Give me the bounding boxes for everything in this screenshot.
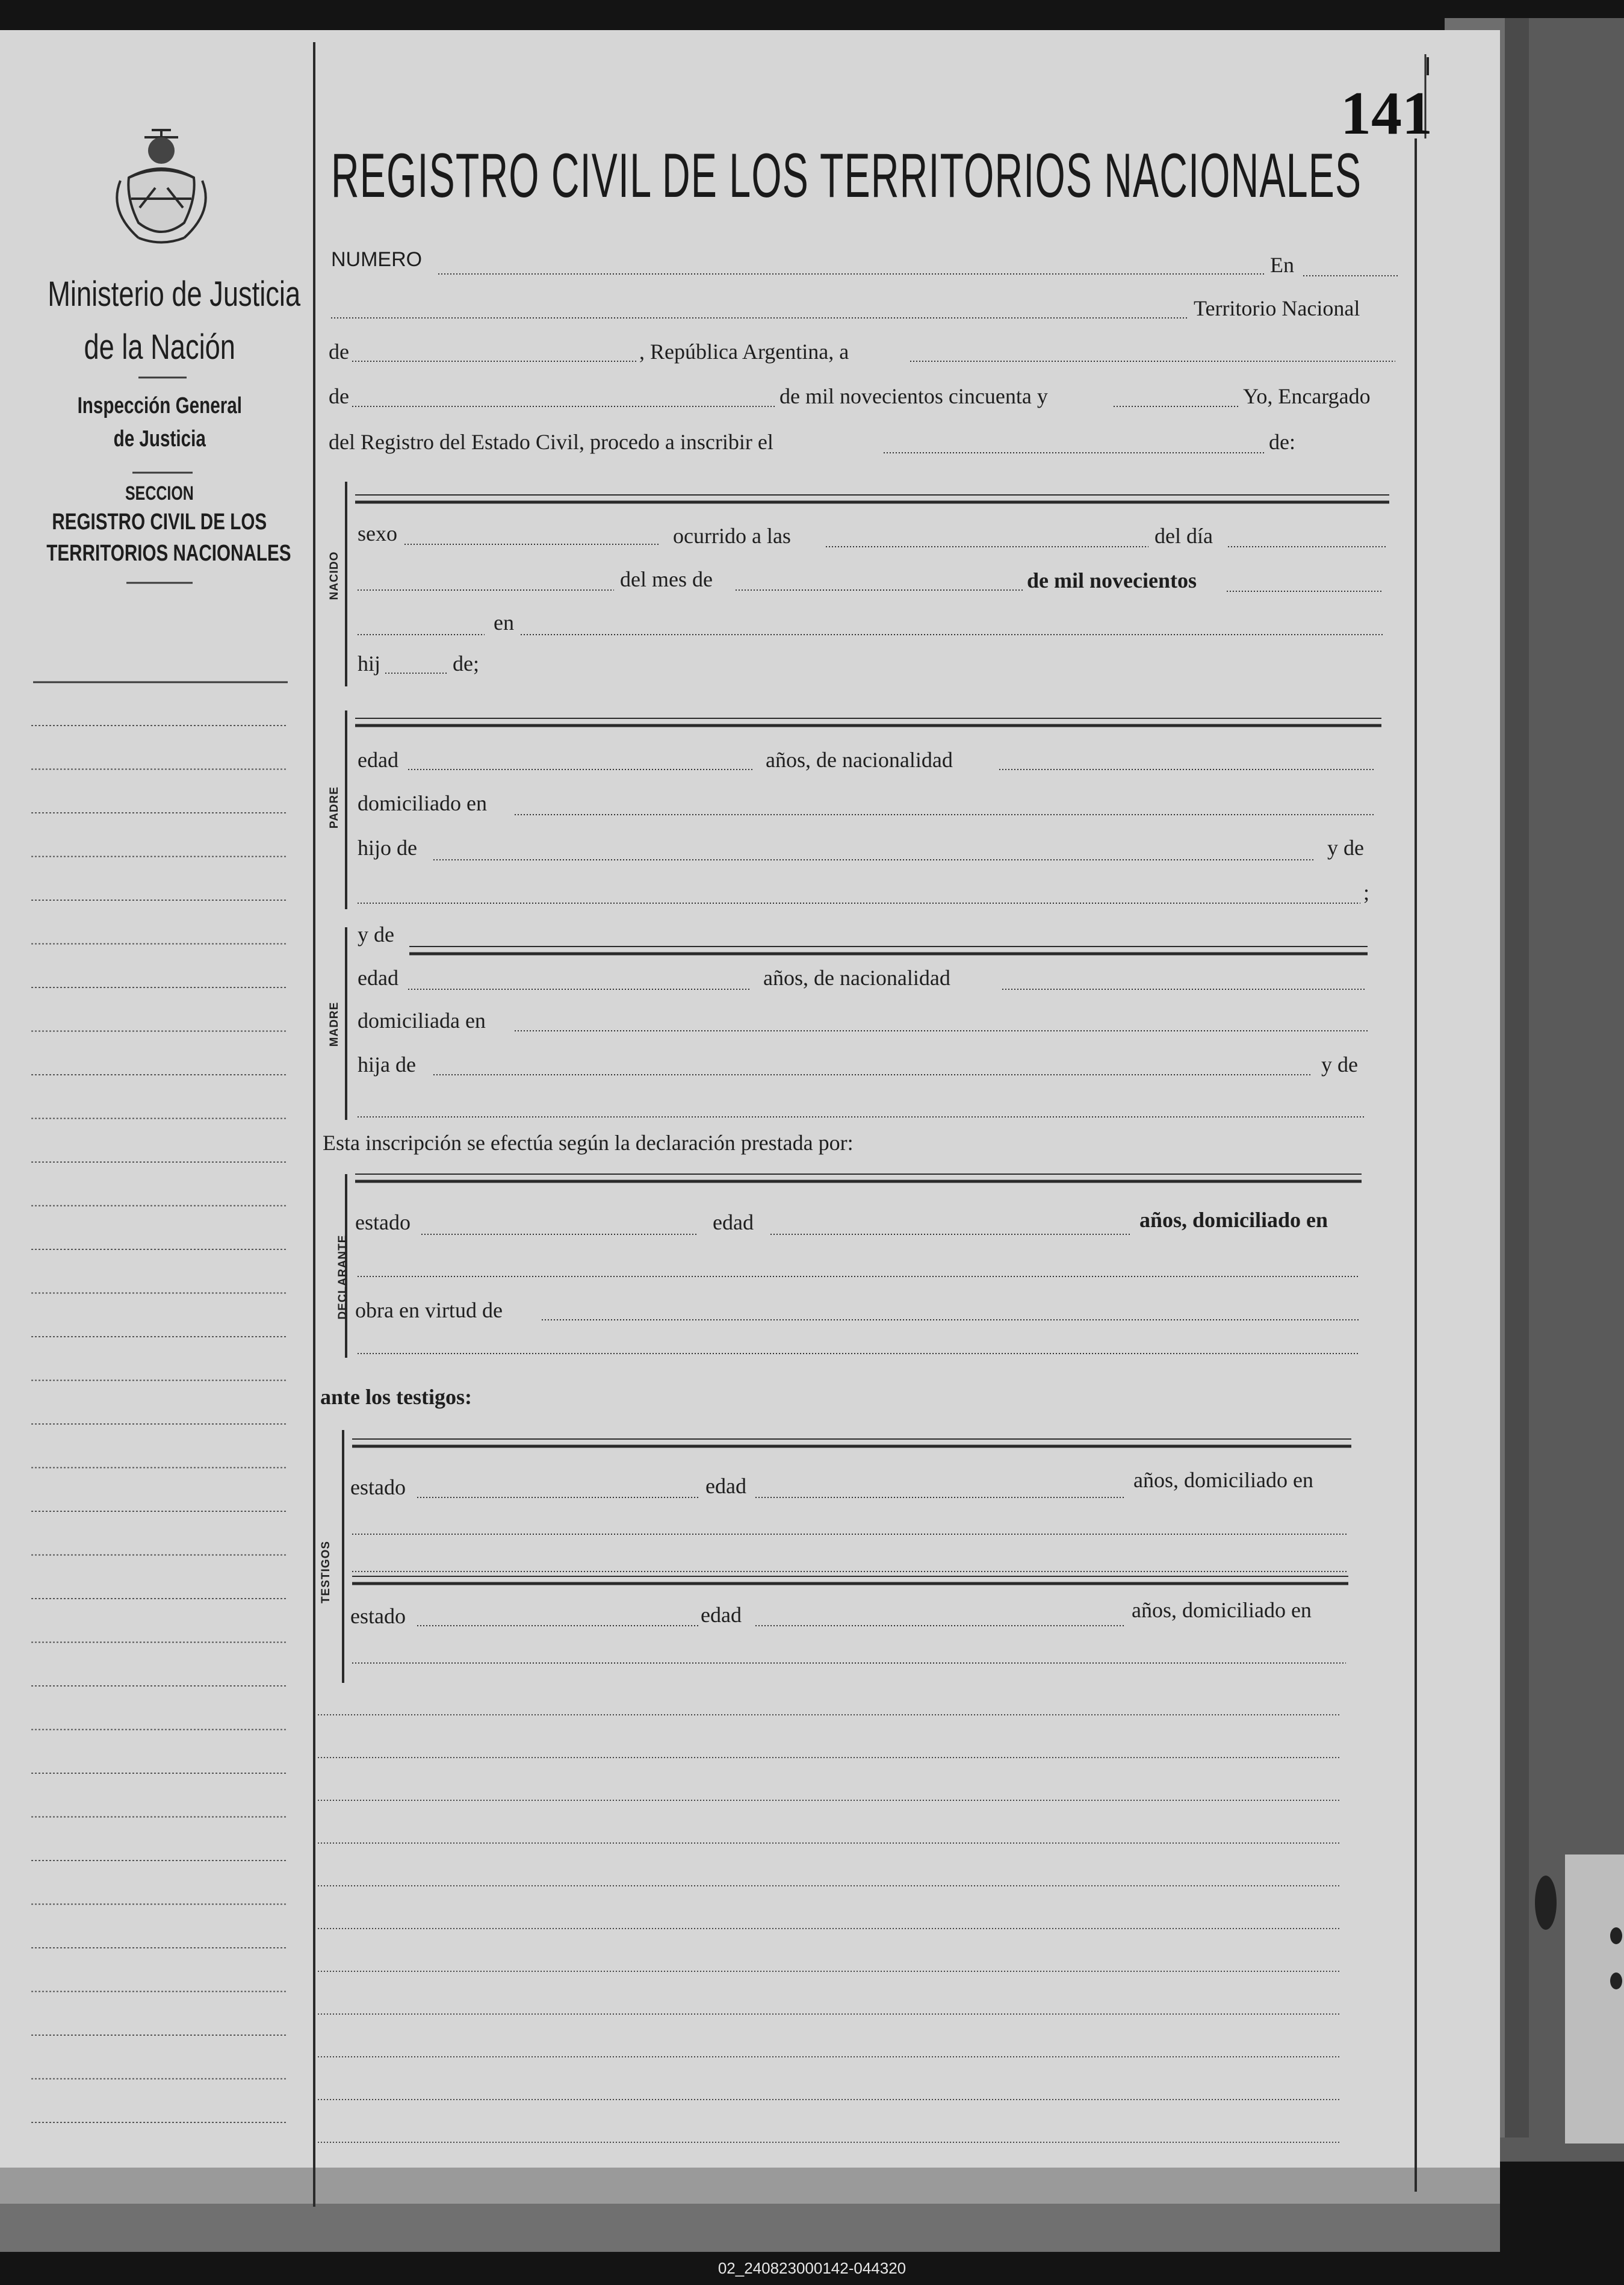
ministry-line2: de la Nación: [84, 328, 235, 367]
de-semi-label: de;: [453, 651, 479, 676]
section-line2: TERRITORIOS NACIONALES: [46, 541, 291, 566]
de1-label: de: [329, 340, 349, 364]
madre-section-label: MADRE: [328, 1001, 341, 1047]
del-dia-label: del día: [1154, 524, 1213, 548]
padre-anos-nac-label: años, de nacionalidad: [766, 748, 953, 772]
hija-de-label: hija de: [358, 1052, 416, 1077]
hij-label: hij: [358, 651, 381, 676]
nacido-section-label: NACIDO: [328, 551, 341, 600]
declarante-edad-label: edad: [713, 1210, 754, 1234]
page-title: REGISTRO CIVIL DE LOS TERRITORIOS NACIONALES: [331, 141, 1362, 211]
ocurrido-label: ocurrido a las: [673, 524, 791, 548]
declarante-anos-dom-label: años, domiciliado en: [1139, 1208, 1328, 1232]
padre-edad-label: edad: [358, 748, 398, 772]
obra-label: obra en virtud de: [355, 1298, 503, 1322]
ministry-line2-wrap: [12, 330, 307, 365]
madre-y-de-label: y de: [1321, 1052, 1358, 1077]
en-lugar-label: en: [494, 611, 514, 635]
en-label: En: [1270, 253, 1294, 277]
ministry-line1-wrap: [12, 277, 307, 312]
de2-label: de: [329, 384, 349, 408]
declarante-estado-label: estado: [355, 1210, 411, 1234]
madre-domiciliada-label: domiciliada en: [358, 1009, 486, 1033]
mil-cincuenta-label: de mil novecientos cincuenta y: [779, 384, 1048, 408]
territorio-label: Territorio Nacional: [1194, 296, 1360, 320]
testigo2-edad-label: edad: [701, 1603, 742, 1627]
padre-semicolon: ;: [1363, 880, 1370, 904]
page-number: 141: [1340, 79, 1433, 148]
madre-edad-label: edad: [358, 966, 398, 990]
section-label: SECCION: [125, 482, 194, 504]
registro-line-label: del Registro del Estado Civil, procedo a inscribir el: [329, 430, 773, 454]
republica-label: , República Argentina, a: [639, 340, 849, 364]
testigos-intro-text: ante los testigos:: [320, 1385, 472, 1409]
testigo2-anos-dom-label: años, domiciliado en: [1132, 1598, 1312, 1622]
section-line1-wrap: [12, 511, 307, 533]
page-title-wrap: [331, 141, 1624, 211]
inspection-line1: Inspección General: [77, 393, 242, 418]
padre-y-de-label: y de: [1327, 836, 1364, 860]
testigo1-edad-label: edad: [705, 1474, 746, 1498]
declarante-section-label: DECLARANTE: [336, 1234, 349, 1320]
padre-section-label: PADRE: [328, 786, 341, 829]
section-label-wrap: [12, 482, 307, 503]
madre-anos-nac-label: años, de nacionalidad: [763, 966, 950, 990]
padre-domiciliado-label: domiciliado en: [358, 791, 487, 815]
inspection-line2-wrap: [12, 427, 307, 450]
section-line2-wrap: [12, 542, 307, 565]
testigo2-estado-label: estado: [350, 1604, 406, 1628]
file-id-caption: 02_240823000142-044320: [717, 2259, 907, 2277]
mil-novecientos-label: de mil novecientos: [1027, 568, 1197, 592]
inspection-line1-wrap: [12, 394, 307, 417]
del-mes-label: del mes de: [620, 567, 713, 591]
testigos-section-label: TESTIGOS: [320, 1540, 332, 1604]
de-colon-label: de:: [1269, 430, 1295, 454]
yo-encargado-label: Yo, Encargado: [1243, 384, 1371, 408]
sexo-label: sexo: [358, 521, 397, 546]
hijo-de-label: hijo de: [358, 836, 417, 860]
testigo1-estado-label: estado: [350, 1475, 406, 1499]
numero-label: NUMERO: [331, 248, 423, 271]
testigo1-anos-dom-label: años, domiciliado en: [1133, 1468, 1313, 1492]
ministry-line1: Ministerio de Justicia: [48, 275, 301, 314]
madre-y-de-top-label: y de: [358, 922, 394, 947]
inspection-line2: de Justicia: [113, 426, 206, 452]
declaracion-text: Esta inscripción se efectúa según la declaración prestada por:: [323, 1131, 854, 1155]
section-line1: REGISTRO CIVIL DE LOS: [52, 509, 267, 535]
